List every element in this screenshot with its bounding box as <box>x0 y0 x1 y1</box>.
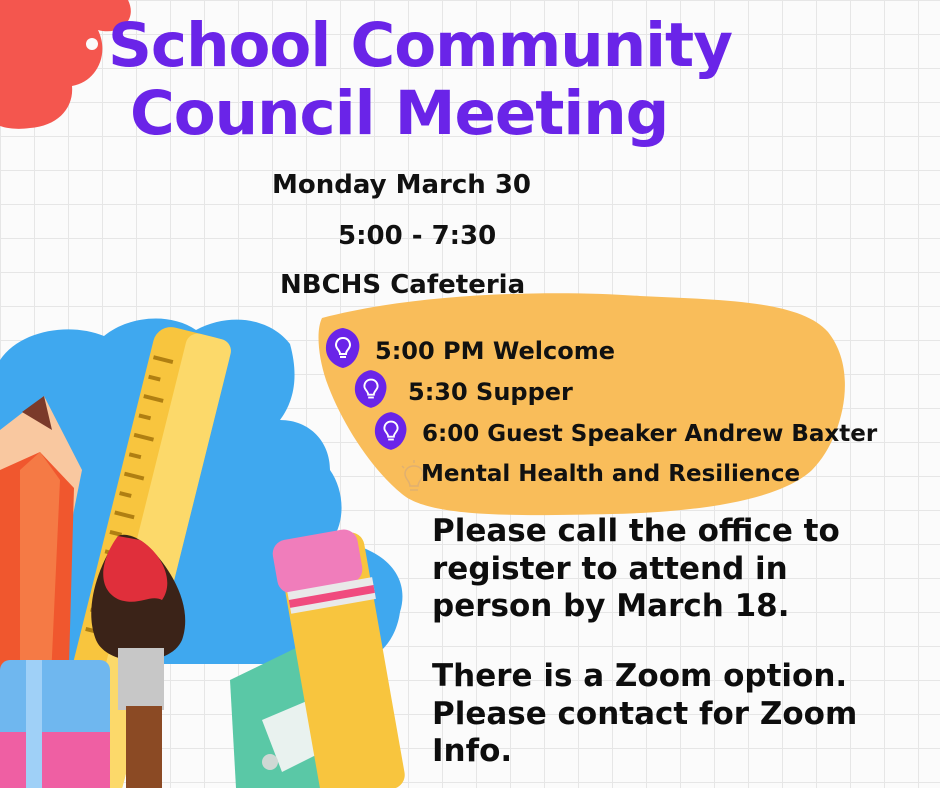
agenda-item-supper: 5:30 Supper <box>408 378 573 406</box>
agenda-item-welcome: 5:00 PM Welcome <box>375 337 615 365</box>
red-paint-dot <box>86 38 98 50</box>
register-note-line-2: register to attend in <box>432 551 788 587</box>
eraser-illustration <box>0 660 110 788</box>
page-title <box>108 12 732 148</box>
lightbulb-icon <box>325 328 361 368</box>
agenda-item-topic: Mental Health and Resilience <box>421 461 801 487</box>
title-line-2: Council Meeting <box>130 78 669 149</box>
zoom-note-line-2: Please contact for Zoom <box>432 696 858 732</box>
event-time: 5:00 - 7:30 <box>338 221 497 251</box>
agenda-item-guest-speaker: 6:00 Guest Speaker Andrew Baxter <box>422 421 878 447</box>
register-note-line-1: Please call the office to <box>432 513 840 549</box>
event-location: NBCHS Cafeteria <box>280 270 526 300</box>
lightbulb-icon <box>354 370 388 408</box>
zoom-note-line-1: There is a Zoom option. <box>432 658 848 694</box>
title-line-1: School Community <box>108 10 732 81</box>
zoom-note-line-3: Info. <box>432 733 513 769</box>
lightbulb-icon <box>374 412 408 450</box>
event-date: Monday March 30 <box>272 170 531 200</box>
register-note-line-3: person by March 18. <box>432 588 790 624</box>
